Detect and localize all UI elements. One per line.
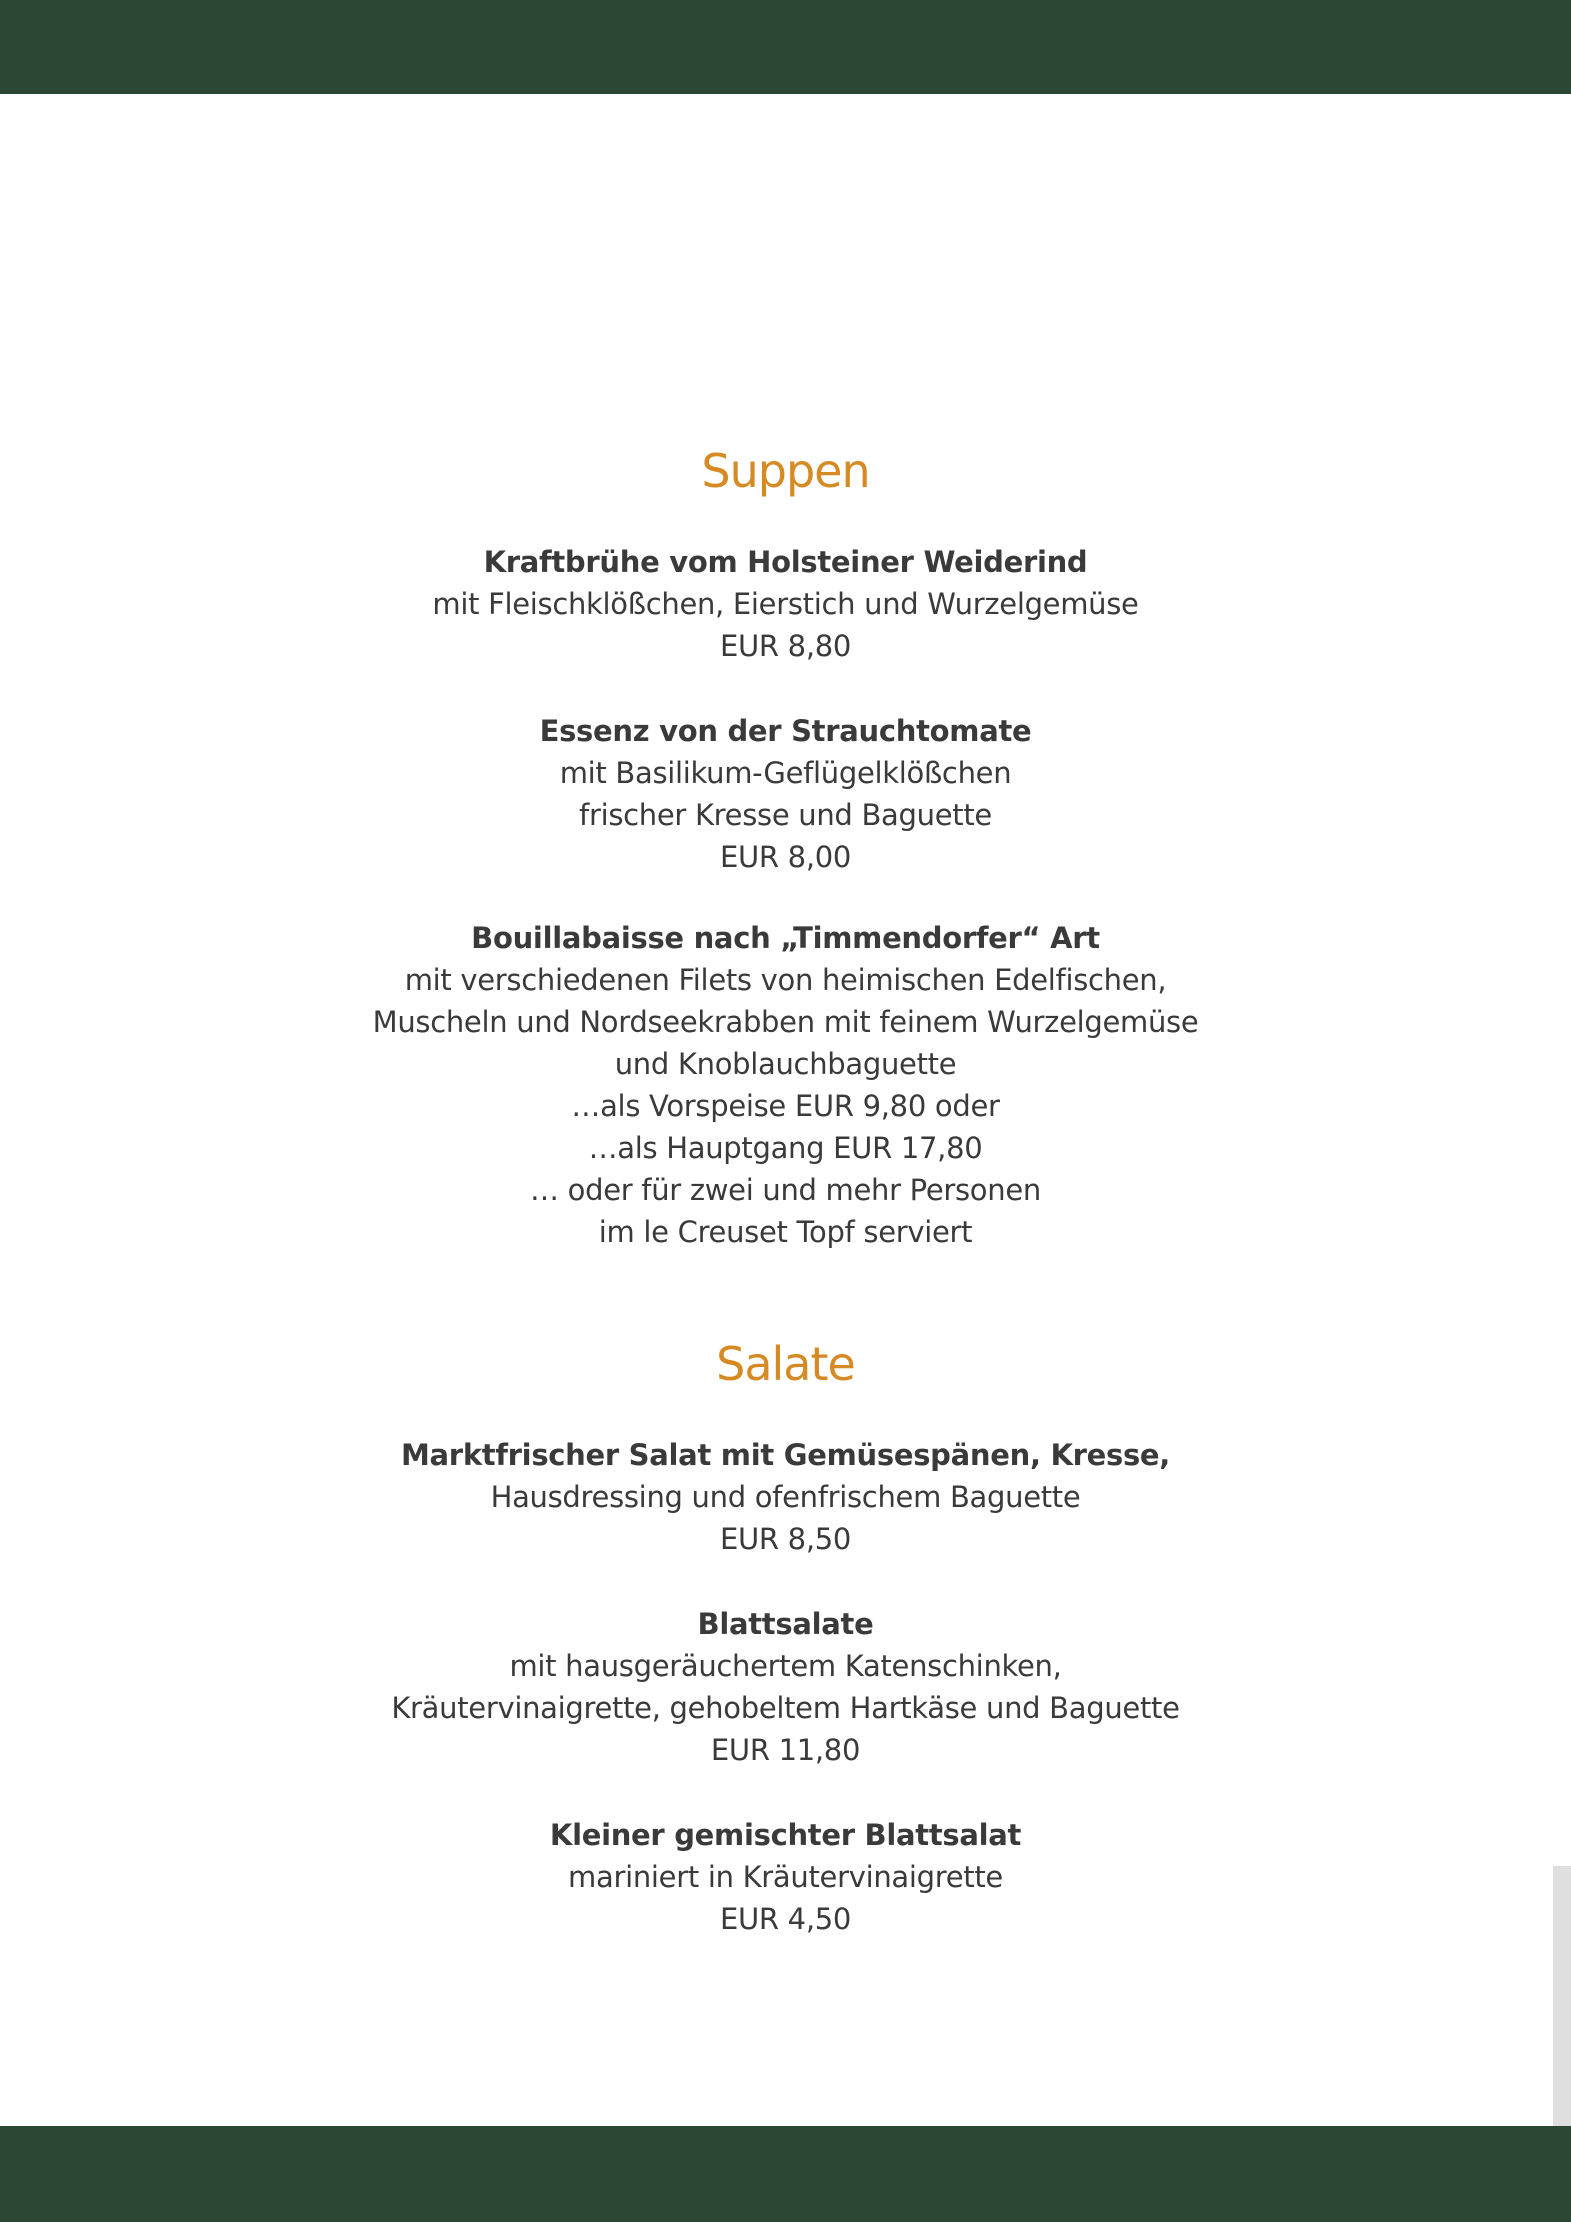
dish-price: EUR 8,00 (719, 840, 852, 874)
dish-name: Kleiner gemischter Blattsalat (549, 1818, 1022, 1852)
dish-name: Marktfrischer Salat mit Gemüsespänen, Kresse, (400, 1438, 1171, 1472)
dish-price: EUR 4,50 (719, 1902, 852, 1936)
menu-item-blattsalate (0, 1603, 1571, 1771)
menu-item-essenz (0, 710, 1571, 878)
dish-description: mit Fleischklößchen, Eierstich und Wurzelgemüse (432, 587, 1139, 621)
dish-description: Hausdressing und ofenfrischem Baguette (490, 1480, 1081, 1514)
dish-name: Kraftbrühe vom Holsteiner Weiderind (483, 545, 1088, 579)
dish-description: mariniert in Kräutervinaigrette (568, 1860, 1003, 1894)
section-title-salate: Salate (716, 1337, 855, 1391)
dish-description: und Knoblauchbaguette (614, 1047, 957, 1081)
dish-price: EUR 8,50 (719, 1522, 852, 1556)
dish-description: … oder für zwei und mehr Personen (530, 1173, 1041, 1207)
dish-description: mit verschiedenen Filets von heimischen Edelfischen, (404, 963, 1167, 997)
dish-name: Bouillabaisse nach „Timmendorfer“ Art (471, 921, 1100, 955)
bottom-band (0, 2126, 1571, 2222)
dish-description: mit Basilikum-Geflügelklößchen (559, 756, 1012, 790)
dish-description: Kräutervinaigrette, gehobeltem Hartkäse und Baguette (391, 1691, 1180, 1725)
dish-description: im le Creuset Topf serviert (598, 1215, 973, 1249)
dish-price: …als Vorspeise EUR 9,80 oder (571, 1089, 1000, 1123)
menu-item-marktfrischer-salat (0, 1434, 1571, 1560)
dish-name: Blattsalate (697, 1607, 874, 1641)
dish-description: frischer Kresse und Baguette (579, 798, 992, 832)
dish-name: Essenz von der Strauchtomate (539, 714, 1032, 748)
menu-item-bouillabaisse (0, 917, 1571, 1253)
dish-description: Muscheln und Nordseekrabben mit feinem Wurzelgemüse (372, 1005, 1199, 1039)
dish-price: EUR 11,80 (710, 1733, 861, 1767)
page-edge-strip (1553, 1866, 1571, 2126)
menu-item-kleiner-blattsalat (0, 1814, 1571, 1940)
section-title-suppen: Suppen (701, 444, 870, 498)
menu-item-kraftbruehe (0, 541, 1571, 667)
dish-description: mit hausgeräuchertem Katenschinken, (509, 1649, 1062, 1683)
dish-price: …als Hauptgang EUR 17,80 (588, 1131, 983, 1165)
dish-price: EUR 8,80 (719, 629, 852, 663)
top-band (0, 0, 1571, 94)
